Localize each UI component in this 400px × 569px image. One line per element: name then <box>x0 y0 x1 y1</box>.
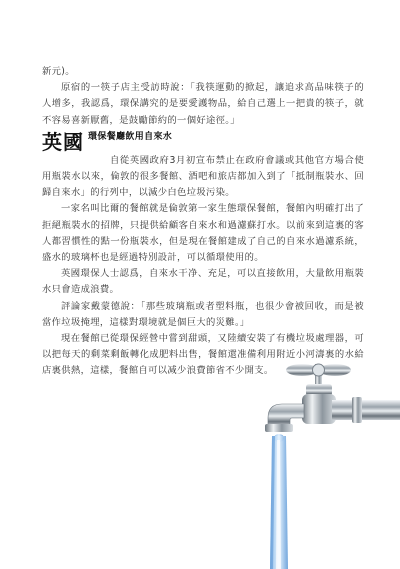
article-paragraph: 一家名叫比爾的餐館就是倫敦第一家生態環保餐館，餐館內明確打出了拒絕瓶裝水的招牌，只提供給顧客自來水和過濾蘇打水。以前來到這裏的客人都習慣性的點一份瓶裝水，但是現在餐館建成了自己的自來水過濾系統，盛水的玻璃杯也是經過特別設計，可以循環使用的。 <box>42 203 364 264</box>
section-title: 英國 <box>42 129 84 154</box>
article-paragraph: 自從英國政府3月初宣布禁止在政府會議或其他官方場合使用瓶裝水以來，倫敦的很多餐館、酒吧和旅店都加入到了「抵制瓶裝水、回歸自來水」的行列中，以減少白色垃圾污染。 <box>42 154 364 199</box>
article-paragraph: 評論家戴蒙德說：「那些玻璃瓶或者塑料瓶，也很少會被回收，而是被當作垃圾掩埋，這樣對環境就是個巨大的災難。」 <box>42 300 364 328</box>
section-heading <box>42 131 364 153</box>
article-paragraph: 現在餐館已從環保經營中嘗到甜頭，又陸續安裝了有機垃圾處理器，可以把每天的剩菜剩飯轉化成肥料出售，餐館還准備利用附近小河濤裏的水給店裏供熱，這樣，餐館自可以减少浪費節省不少開支。 <box>42 333 364 377</box>
article-paragraph: 英國環保人士認爲，自來水干净、充足，可以直接飲用，大量飲用瓶裝水只會造成浪費。 <box>42 268 364 296</box>
faucet-photo <box>232 360 400 569</box>
section-subtitle: 環保餐廳飲用自來水 <box>88 131 173 142</box>
article-body <box>42 64 364 380</box>
article-paragraph-continued: 新元)。 <box>42 66 75 77</box>
water-faucet-icon <box>232 360 400 569</box>
article-paragraph: 原宿的一筷子店主受訪時說：「我筷運動的掀起，讓追求高品味筷子的人增多，我認爲，環保講究的是要愛護物品，給自己選上一把貴的筷子，就不容易喜新厭舊，是鼓勵節約的一個好途徑。」 <box>42 82 364 126</box>
